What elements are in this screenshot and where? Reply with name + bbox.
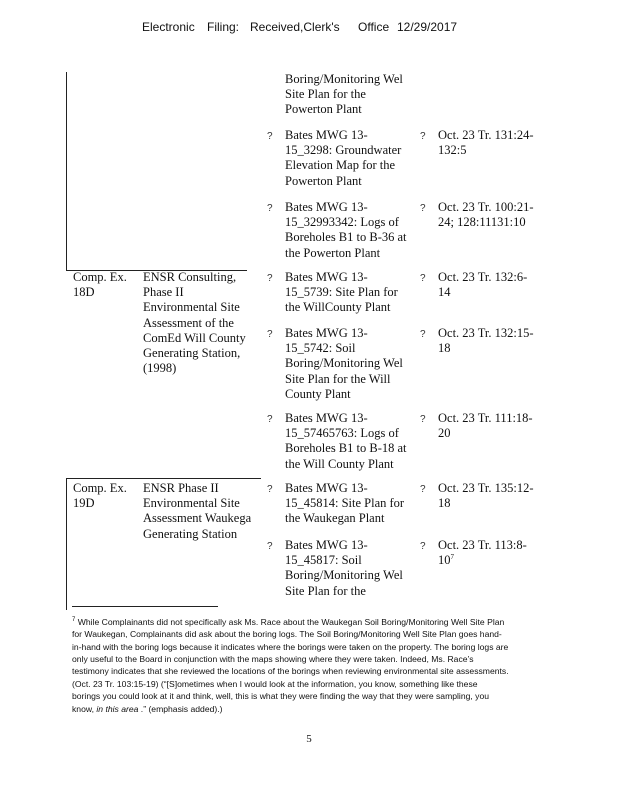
bullet-icon: ? <box>420 414 426 425</box>
text-line: 15_32993342: Logs of <box>285 215 399 230</box>
bullet-icon: ? <box>267 541 273 552</box>
footnote-line <box>72 614 552 628</box>
text-line: 15_5742: Soil <box>285 341 356 356</box>
bullet-icon: ? <box>267 131 273 142</box>
text-line: Environmental Site <box>143 300 240 315</box>
footnote-line <box>72 703 552 715</box>
header-date: 12/29/2017 <box>397 20 458 34</box>
footnote-line: borings you could look at it and think, well, this is what they were finding the way that they were sampling, you <box>72 691 490 702</box>
bullet-icon: ? <box>420 541 426 552</box>
doc-description <box>285 326 403 402</box>
text-line: Oct. 23 Tr. 100:21- <box>438 200 534 214</box>
text-line: Generating Station, <box>143 346 241 361</box>
text-line: Phase II <box>143 285 184 300</box>
text-line: the Powerton Plant <box>285 245 381 260</box>
text-line: 18D <box>73 285 95 300</box>
text-line: the Will County Plant <box>285 456 394 471</box>
text-line: ComEd Will County <box>143 330 246 345</box>
footnote-line: only useful to the Board in conjunction with the maps showing where they were taken. Indeed, Ms. Race’s <box>72 654 474 665</box>
text-line <box>438 553 527 568</box>
text-line: Comp. Ex. <box>73 270 127 284</box>
text-line: Boring/Monitoring Wel <box>285 356 403 371</box>
text-line: Bates MWG 13- <box>285 481 368 495</box>
table-left-border <box>66 478 67 610</box>
exhibit-label <box>73 270 127 300</box>
text-line: Bates MWG 13- <box>285 326 368 340</box>
text-line: Oct. 23 Tr. 131:24- <box>438 128 534 142</box>
footnote-ref[interactable]: 7 <box>450 553 454 562</box>
text-line: Oct. 23 Tr. 111:18- <box>438 411 533 425</box>
emphasis-text: in this area <box>96 703 139 714</box>
doc-description <box>285 411 407 472</box>
text-line: Assessment of the <box>143 315 234 330</box>
footnote-number: 7 <box>72 617 76 623</box>
exhibit-title <box>143 481 251 542</box>
bullet-icon: ? <box>267 273 273 284</box>
bullet-icon: ? <box>267 329 273 340</box>
transcript-cite <box>438 411 533 441</box>
transcript-cite <box>438 200 534 230</box>
doc-description <box>285 200 407 261</box>
text-line: 20 <box>438 426 451 441</box>
text-line: 15_45817: Soil <box>285 553 362 568</box>
header-office: Office <box>358 20 390 34</box>
text-line: Bates MWG 13- <box>285 200 368 214</box>
transcript-cite <box>438 481 534 511</box>
text-line: the Waukegan Plant <box>285 511 385 526</box>
text-line: Boreholes B1 to B-18 at <box>285 441 407 456</box>
text-line: Oct. 23 Tr. 135:12- <box>438 481 534 495</box>
text-line: Oct. 23 Tr. 113:8- <box>438 538 527 552</box>
doc-description <box>285 481 404 527</box>
text-line: 14 <box>438 285 451 300</box>
text-line: Bates MWG 13- <box>285 411 368 425</box>
text-line: Powerton Plant <box>285 173 362 188</box>
text-line: 132:5 <box>438 143 467 158</box>
text-line: ENSR Phase II <box>143 481 219 495</box>
text-line: Environmental Site <box>143 496 240 511</box>
footnote-line: in-hand with the boring logs because it indicates where the borings were taken on the property. The boring logs are <box>72 641 509 652</box>
text-line: 15_45814: Site Plan for <box>285 496 405 511</box>
footnote-line: testimony indicates that she reviewed the locations of the borings when reviewing environmental site assessments. <box>72 666 509 677</box>
text-line: Boreholes B1 to B-36 at <box>285 230 407 245</box>
bullet-icon: ? <box>267 203 273 214</box>
text-line: 19D <box>73 496 95 511</box>
header-filing: Filing: <box>207 20 240 34</box>
exhibit-title <box>143 270 246 376</box>
text-line: Site Plan for the Will <box>285 371 391 386</box>
transcript-cite <box>438 270 527 300</box>
text-line: Comp. Ex. <box>73 481 127 495</box>
text-line: Generating Station <box>143 526 238 541</box>
table-left-border <box>66 72 67 271</box>
text-line: Boring/Monitoring Wel <box>285 568 403 583</box>
text-line: 15_57465763: Logs of <box>285 426 399 441</box>
footnote-line: (Oct. 23 Tr. 103:15-19) (“[S]ometimes when I would look at the information, you know, something like these <box>72 678 478 689</box>
footnote-line: for Waukegan, Complainants did ask about the boring logs. The Soil Boring/Monitoring Well Site Plan goes hand- <box>72 629 502 640</box>
text-line: the WillCounty Plant <box>285 300 391 315</box>
bullet-icon: ? <box>267 484 273 495</box>
text-segment: know, <box>72 703 97 714</box>
text-line: Bates MWG 13- <box>285 270 368 284</box>
doc-description <box>285 538 403 599</box>
doc-description <box>285 72 403 118</box>
row-divider-19d <box>66 478 261 479</box>
text-segment: 10 <box>438 553 451 568</box>
text-line: 18 <box>438 341 451 356</box>
text-line: 15_5739: Site Plan for <box>285 285 398 300</box>
text-line: (1998) <box>143 361 177 376</box>
text-line: ENSR Consulting, <box>143 270 237 284</box>
text-line: Site Plan for the <box>285 87 366 102</box>
text-line: 24; 128:11131:10 <box>438 215 526 230</box>
text-line: 18 <box>438 496 451 511</box>
text-line: Bates MWG 13- <box>285 128 368 142</box>
text-line: 15_3298: Groundwater <box>285 143 402 158</box>
doc-description <box>285 270 398 316</box>
text-line: Bates MWG 13- <box>285 538 368 552</box>
bullet-icon: ? <box>420 484 426 495</box>
page-number: 5 <box>306 733 312 745</box>
text-segment: .” (emphasis added).) <box>138 703 223 714</box>
transcript-cite <box>438 538 527 568</box>
footnote-separator <box>72 606 218 607</box>
transcript-cite <box>438 128 534 158</box>
bullet-icon: ? <box>420 131 426 142</box>
text-segment: While Complainants did not specifically ask Ms. Race about the Waukegan Soil Boring/Monitoring Well Site Plan <box>77 616 505 627</box>
text-line: Assessment Waukega <box>143 511 252 526</box>
bullet-icon: ? <box>420 273 426 284</box>
bullet-icon: ? <box>267 414 273 425</box>
text-line: Site Plan for the <box>285 583 366 598</box>
header-received: Received,Clerk's <box>250 20 340 34</box>
text-line: Elevation Map for the <box>285 158 396 173</box>
text-line: Oct. 23 Tr. 132:6- <box>438 270 528 284</box>
text-line: County Plant <box>285 386 351 401</box>
bullet-icon: ? <box>420 203 426 214</box>
doc-description <box>285 128 401 189</box>
bullet-icon: ? <box>420 329 426 340</box>
transcript-cite <box>438 326 534 356</box>
footnote <box>72 614 552 715</box>
text-line: Powerton Plant <box>285 102 362 117</box>
text-line: Boring/Monitoring Wel <box>285 72 403 86</box>
text-line: Oct. 23 Tr. 132:15- <box>438 326 534 340</box>
exhibit-label <box>73 481 127 511</box>
header-electronic: Electronic <box>142 20 195 34</box>
